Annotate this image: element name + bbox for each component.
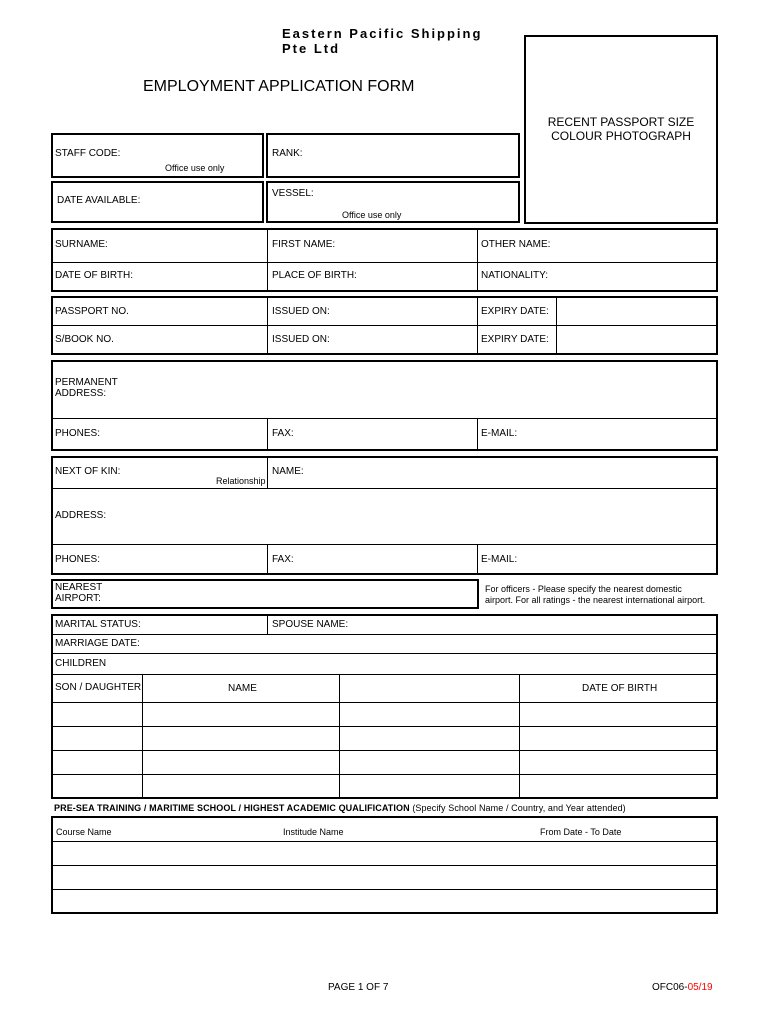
company-name-cropped: Eastern Pacific Shipping Pte Ltd [282,26,483,56]
page-number: PAGE 1 OF 7 [328,982,389,993]
col-child-dob: DATE OF BIRTH [582,683,658,694]
relationship-label: Relationship [216,476,266,486]
education-heading [54,802,626,814]
place-of-birth-label: PLACE OF BIRTH: [272,270,357,281]
col-course-name: Course Name [56,827,112,837]
passport-expiry-label: EXPIRY DATE: [481,306,549,317]
rank-label: RANK: [272,148,303,159]
photo-caption-line2: COLOUR PHOTOGRAPH [551,129,691,143]
passport-issued-on-label: ISSUED ON: [272,306,330,317]
form-title: EMPLOYMENT APPLICATION FORM [143,78,415,95]
passport-no-label: PASSPORT NO. [55,306,129,317]
col-institute-name: Institude Name [283,827,344,837]
photo-box[interactable] [524,35,718,224]
education-heading-main: PRE-SEA TRAINING / MARITIME SCHOOL / HIGHEST ACADEMIC QUALIFICATION [54,803,410,813]
surname-label: SURNAME: [55,239,108,250]
sbook-no-label: S/BOOK NO. [55,334,114,345]
children-label: CHILDREN [55,658,107,669]
phones-label: PHONES: [55,428,101,439]
col-child-name: NAME [228,683,257,694]
permanent-address-label-2: ADDRESS: [55,388,107,399]
kin-name-label: NAME: [272,466,304,477]
form-code-prefix: OFC06- [652,982,688,993]
sbook-issued-on-label: ISSUED ON: [272,334,330,345]
date-of-birth-label: DATE OF BIRTH: [55,270,133,281]
form-code [652,982,713,994]
photo-caption-line1: RECENT PASSPORT SIZE [547,115,695,129]
airport-note-line2: airport. For all ratings - the nearest international airport. [485,595,706,605]
col-son-daughter: SON / DAUGHTER [55,682,142,693]
kin-address-label: ADDRESS: [55,510,107,521]
col-dates: From Date - To Date [540,827,622,837]
date-available-label: DATE AVAILABLE: [57,195,141,206]
kin-fax-label: FAX: [272,554,294,565]
nationality-label: NATIONALITY: [481,270,549,281]
education-heading-note: (Specify School Name / Country, and Year attended) [412,803,626,813]
kin-phones-label: PHONES: [55,554,101,565]
permanent-address-box [51,360,718,451]
personal-details-box [51,228,718,292]
kin-email-label: E-MAIL: [481,554,518,565]
office-use-note-2: Office use only [342,210,402,220]
next-of-kin-box [51,456,718,575]
permanent-address-label-1: PERMANENT [55,377,118,388]
marital-status-label: MARITAL STATUS: [55,619,141,630]
spouse-name-label: SPOUSE NAME: [272,619,349,630]
nearest-airport-label-1: NEAREST [55,582,103,593]
fax-label: FAX: [272,428,294,439]
nearest-airport-box[interactable] [51,579,479,609]
first-name-label: FIRST NAME: [272,239,336,250]
nearest-airport-label-2: AIRPORT: [55,593,101,604]
office-use-note-1: Office use only [165,163,225,173]
marriage-date-label: MARRIAGE DATE: [55,638,140,649]
vessel-label: VESSEL: [272,188,314,199]
sbook-expiry-label: EXPIRY DATE: [481,334,549,345]
email-label: E-MAIL: [481,428,518,439]
other-name-label: OTHER NAME: [481,239,551,250]
airport-note-line1: For officers - Please specify the nearest domestic [485,584,682,594]
next-of-kin-label: NEXT OF KIN: [55,466,121,477]
rank-box[interactable] [266,133,520,178]
staff-code-label: STAFF CODE: [55,148,121,159]
family-box [51,614,718,799]
form-revision: 05/19 [687,982,713,993]
